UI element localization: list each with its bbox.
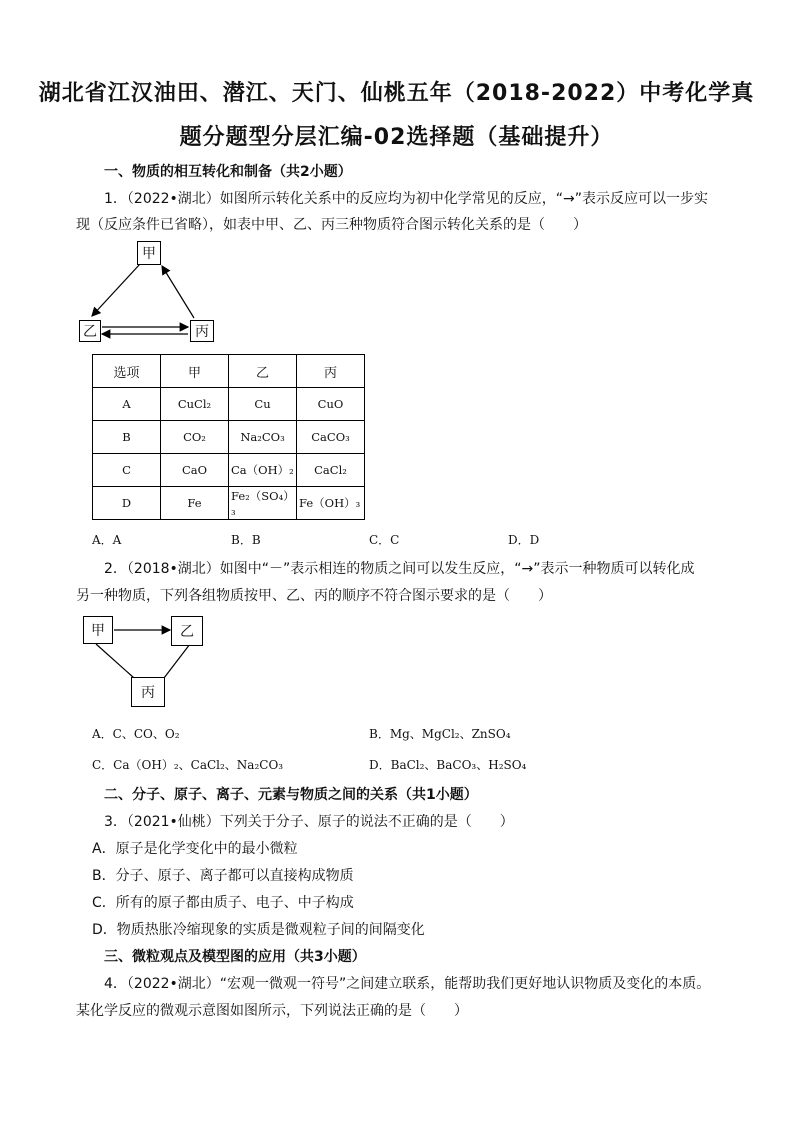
table-cell: CaO [161,454,229,487]
q1-choice-a[interactable]: A．A [92,533,122,547]
q1-stem-line-1: 1．（2022•湖北）如图所示转化关系中的反应均为初中化学常见的反应，“→”表示反应可以一步实 [104,191,709,207]
q2-stem-line-2: 另一种物质，下列各组物质按甲、乙、丙的顺序不符合图示要求的是（ ） [76,588,552,604]
q2-choice-d[interactable]: D．BaCl₂、BaCO₃、H₂SO₄ [369,758,527,772]
table-header-cell: 乙 [229,355,297,388]
q1-choice-b[interactable]: B．B [231,533,261,547]
table-cell: CaCO₃ [297,421,365,454]
table-cell: CO₂ [161,421,229,454]
q4-stem-line-1: 4．（2022•湖北）“宏观一微观一符号”之间建立联系，能帮助我们更好地认识物质及变化的本质。 [104,976,711,992]
q3-choice-d[interactable]: D．物质热胀冷缩现象的实质是微观粒子间的间隔变化 [92,922,425,938]
q2-node-jia: 甲 [83,616,113,644]
q4-stem-line-2: 某化学反应的微观示意图如图所示，下列说法正确的是（ ） [76,1003,468,1019]
table-header-row [93,355,365,388]
table-cell: CuCl₂ [161,388,229,421]
table-header-cell: 选项 [93,355,161,388]
q3-stem: 3．（2021•仙桃）下列关于分子、原子的说法不正确的是（ ） [104,814,514,830]
q1-node-bing: 丙 [190,320,214,342]
section-3-heading: 三、微粒观点及模型图的应用（共3小题） [104,949,366,965]
q1-stem-line-2: 现（反应条件已省略），如表中甲、乙、丙三种物质符合图示转化关系的是（ ） [76,217,587,233]
table-cell: Fe（OH）₃ [297,487,365,520]
table-row [93,487,365,520]
q1-options-table [92,354,365,520]
table-row [93,454,365,487]
q2-choice-a[interactable]: A．C、CO、O₂ [92,727,180,741]
section-1-heading: 一、物质的相互转化和制备（共2小题） [104,164,352,180]
q1-choice-c[interactable]: C．C [369,533,400,547]
q1-choice-d[interactable]: D．D [508,533,540,547]
table-header-cell: 甲 [161,355,229,388]
title-line-1: 湖北省江汉油田、潜江、天门、仙桃五年（2018-2022）中考化学真 [38,81,755,106]
q1-node-yi: 乙 [79,320,101,342]
table-cell: Na₂CO₃ [229,421,297,454]
table-header-cell: 丙 [297,355,365,388]
table-cell: Ca（OH）₂ [229,454,297,487]
table-cell: Cu [229,388,297,421]
table-cell: C [93,454,161,487]
q1-node-jia: 甲 [137,241,161,265]
table-cell: D [93,487,161,520]
table-cell: A [93,388,161,421]
q2-node-bing: 丙 [131,677,165,707]
q3-choice-b[interactable]: B．分子、原子、离子都可以直接构成物质 [92,868,354,884]
table-row [93,388,365,421]
q2-stem-line-1: 2．（2018•湖北）如图中“－”表示相连的物质之间可以发生反应，“→”表示一种物质可以转化成 [104,561,695,577]
table-cell: Fe [161,487,229,520]
table-cell: CaCl₂ [297,454,365,487]
title-line-2: 题分题型分层汇编-02选择题（基础提升） [179,125,614,150]
q2-choice-b[interactable]: B．Mg、MgCl₂、ZnSO₄ [369,727,511,741]
table-cell: CuO [297,388,365,421]
q2-node-yi: 乙 [171,616,203,646]
q2-choice-c[interactable]: C．Ca（OH）₂、CaCl₂、Na₂CO₃ [92,758,284,772]
q3-choice-a[interactable]: A．原子是化学变化中的最小微粒 [92,841,298,857]
table-cell: B [93,421,161,454]
table-row [93,421,365,454]
section-2-heading: 二、分子、原子、离子、元素与物质之间的关系（共1小题） [104,787,478,803]
q3-choice-c[interactable]: C．所有的原子都由质子、电子、中子构成 [92,895,354,911]
table-cell: Fe₂（SO₄）₃ [229,487,297,520]
